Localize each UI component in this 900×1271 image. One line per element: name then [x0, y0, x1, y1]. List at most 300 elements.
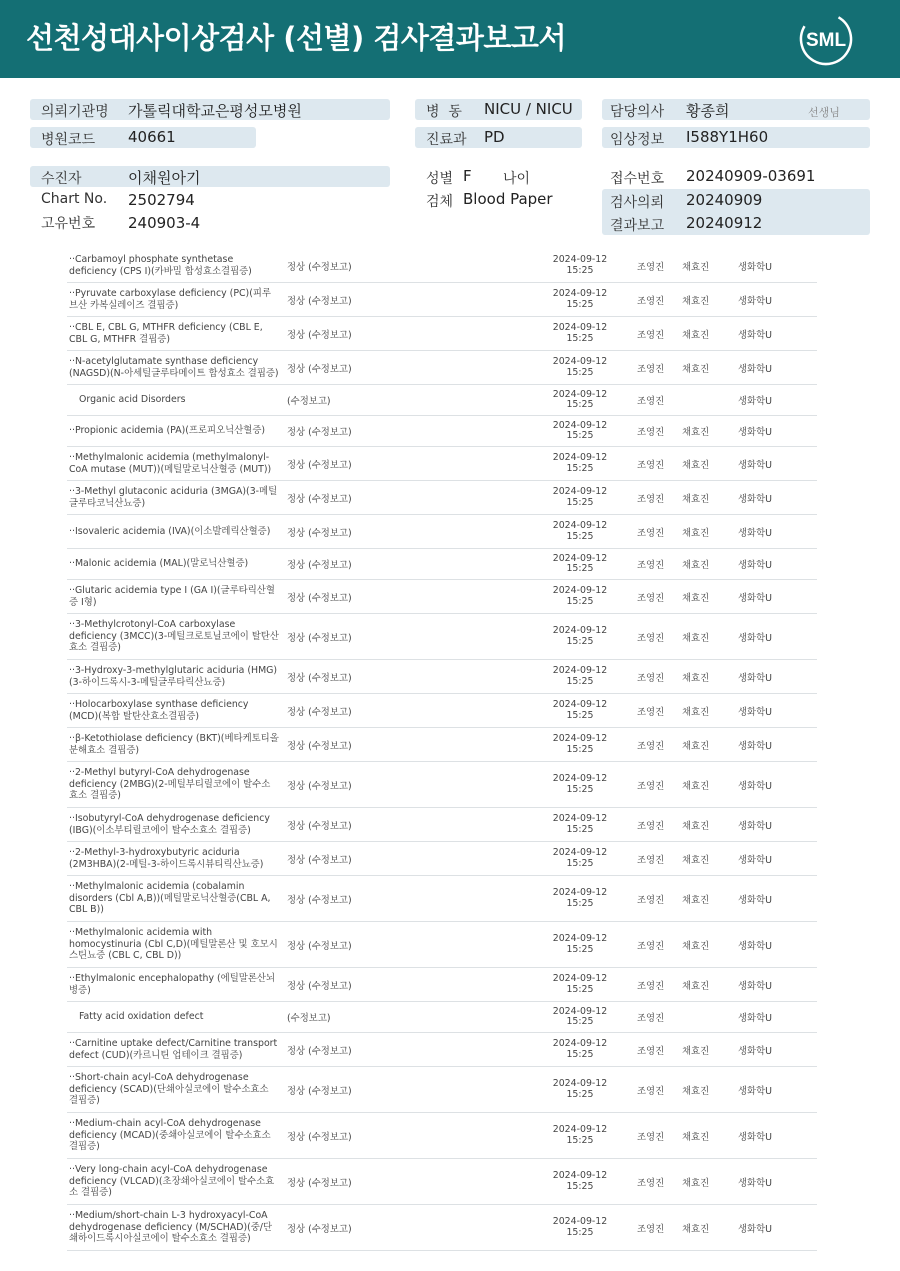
- verifier-name: [682, 694, 709, 727]
- test-result-text: 정상 (수정보고): [287, 1223, 352, 1235]
- test-name-text: ··Isobutyryl-CoA dehydrogenase deficiency (IBG)(이소부티릴코에이 탈수소효소 결핍증): [69, 813, 270, 836]
- reporter-name-text: 조영진: [637, 980, 665, 992]
- sex-value: F: [463, 167, 472, 185]
- result-row: [67, 808, 817, 842]
- result-time: 15:25: [566, 709, 594, 721]
- test-name: [69, 1067, 279, 1112]
- test-name-text: ··CBL E, CBL G, MTHFR deficiency (CBL E, CBL G, MTHFR 결핍증): [69, 322, 263, 345]
- result-date: 2024-09-12: [552, 847, 608, 858]
- test-name-text: ··Carbamoyl phosphate synthetase deficiency (CPS I)(카바밀 합성효소결핍증): [69, 254, 252, 277]
- result-date: 2024-09-12: [552, 486, 608, 497]
- result-row: [67, 283, 817, 317]
- verifier-name-text: 채효진: [682, 980, 710, 992]
- test-name-text: ··Ethylmalonic encephalopathy (에틸말론산뇌병증): [69, 973, 275, 996]
- result-row: [67, 660, 817, 694]
- result-time: 15:25: [566, 430, 594, 441]
- reporter-name: [637, 447, 664, 480]
- department-text: 생화학U: [738, 527, 773, 539]
- sml-logo: [797, 10, 855, 68]
- receipt-label: 접수번호: [610, 171, 665, 187]
- reporter-name: [637, 1002, 664, 1032]
- reporter-name: [637, 416, 664, 446]
- result-time: 15:25: [566, 897, 594, 909]
- result-datetime: [545, 1033, 615, 1066]
- test-name: [69, 249, 279, 282]
- test-name-text: ··3-Methyl glutaconic aciduria (3MGA)(3-메틸글루타코닉산뇨증): [69, 486, 278, 509]
- verifier-name: [682, 1033, 709, 1066]
- test-result: [287, 694, 352, 727]
- result-time: 15:25: [566, 857, 594, 869]
- department-text: 생화학U: [738, 980, 773, 992]
- result-row: [67, 728, 817, 762]
- result-row: [67, 481, 817, 515]
- test-name-text: ··Methylmalonic acidemia (methylmalonyl-CoA mutase (MUT))(메틸말로닉산혈증 (MUT)): [69, 452, 272, 475]
- department: [738, 842, 772, 875]
- reporter-name-text: 조영진: [637, 1223, 665, 1235]
- test-result-text: 정상 (수정보고): [287, 854, 352, 866]
- result-datetime: [545, 351, 615, 384]
- result-row: [67, 580, 817, 614]
- verifier-name-text: 채효진: [682, 560, 710, 571]
- result-row: [67, 1159, 817, 1205]
- verifier-name-text: 채효진: [682, 940, 710, 952]
- result-datetime: [545, 1067, 615, 1112]
- reporter-name: [637, 808, 664, 841]
- result-row: [67, 1205, 817, 1251]
- verifier-name-text: 채효진: [682, 854, 710, 866]
- report-header-bar: [0, 0, 900, 78]
- chart-value: 2502794: [128, 191, 195, 209]
- department-text: 생화학U: [738, 329, 773, 341]
- reporter-name-text: 조영진: [637, 592, 665, 604]
- test-result: [287, 481, 352, 514]
- result-date: 2024-09-12: [552, 520, 608, 531]
- test-result-text: (수정보고): [287, 1013, 331, 1024]
- test-result-text: 정상 (수정보고): [287, 780, 352, 792]
- test-name: [69, 447, 279, 480]
- test-name-text: ··Pyruvate carboxylase deficiency (PC)(피루브산 카복실레이즈 결핍증): [69, 288, 271, 311]
- department-text: 생화학U: [738, 820, 773, 832]
- result-row: [67, 515, 817, 549]
- result-datetime: [545, 385, 615, 415]
- age-label: 나이: [503, 171, 531, 187]
- department: [738, 580, 772, 613]
- test-result-text: 정상 (수정보고): [287, 632, 352, 644]
- verifier-name-text: 채효진: [682, 706, 710, 718]
- verifier-name: [682, 549, 709, 579]
- ward-value: NICU / NICU: [484, 100, 573, 118]
- doctor-label: 담당의사: [610, 104, 665, 120]
- verifier-name-text: 채효진: [682, 329, 710, 341]
- reporter-name: [637, 283, 664, 316]
- verifier-name-text: 채효진: [682, 1223, 710, 1235]
- reporter-name: [637, 1205, 664, 1250]
- request-value: 20240909: [686, 191, 763, 209]
- result-time: 15:25: [566, 264, 594, 276]
- test-name-text: ··Holocarboxylase synthase deficiency (MCD)(복합 탈탄산효소결핍증): [69, 699, 249, 722]
- test-result: [287, 1205, 352, 1250]
- result-date: 2024-09-12: [552, 625, 608, 636]
- result-datetime: [545, 249, 615, 282]
- test-result-text: 정상 (수정보고): [287, 980, 352, 992]
- verifier-name: [682, 481, 709, 514]
- result-time: 15:25: [566, 635, 594, 647]
- reporter-name-text: 조영진: [637, 672, 665, 684]
- department-text: 생화학U: [738, 1223, 773, 1235]
- verifier-name: [682, 447, 709, 480]
- test-name-text: ··Isovaleric acidemia (IVA)(이소발레릭산혈증): [69, 525, 271, 537]
- department: [738, 317, 772, 350]
- reporter-name-text: 조영진: [637, 820, 665, 832]
- department-text: 생화학U: [738, 493, 773, 505]
- test-name: [69, 283, 279, 316]
- test-result: [287, 1159, 352, 1204]
- department: [738, 416, 772, 446]
- test-result: [287, 447, 352, 480]
- report-value: 20240912: [686, 214, 763, 232]
- reporter-name: [637, 385, 664, 415]
- verifier-name: [682, 416, 709, 446]
- result-time: 15:25: [566, 298, 594, 310]
- result-datetime: [545, 580, 615, 613]
- reporter-name-text: 조영진: [637, 527, 665, 539]
- reporter-name-text: 조영진: [637, 1131, 665, 1143]
- reporter-name-text: 조영진: [637, 295, 665, 307]
- verifier-name-text: 채효진: [682, 459, 710, 471]
- department-text: 생화학U: [738, 1131, 773, 1143]
- result-time: 15:25: [566, 1088, 594, 1100]
- institution-label: 의뢰기관명: [41, 104, 109, 120]
- reporter-name: [637, 1113, 664, 1158]
- test-result-text: 정상 (수정보고): [287, 1045, 352, 1057]
- result-time: 15:25: [566, 1048, 594, 1060]
- results-table: [67, 249, 817, 1251]
- test-result: [287, 317, 352, 350]
- result-row: [67, 317, 817, 351]
- result-row: [67, 447, 817, 481]
- test-result: [287, 922, 352, 967]
- verifier-name-text: 채효진: [682, 894, 710, 906]
- test-result-text: 정상 (수정보고): [287, 363, 352, 375]
- verifier-name: [682, 660, 709, 693]
- test-name-text: ··Medium-chain acyl-CoA dehydrogenase deficiency (MCAD)(중쇄아실코에이 탈수소효소 결핍증): [69, 1118, 271, 1153]
- result-datetime: [545, 728, 615, 761]
- result-date: 2024-09-12: [552, 1005, 608, 1017]
- result-row: [67, 968, 817, 1002]
- verifier-name-text: 채효진: [682, 1177, 710, 1189]
- test-result: [287, 614, 352, 659]
- result-row: [67, 1067, 817, 1113]
- verifier-name-text: 채효진: [682, 632, 710, 644]
- result-time: 15:25: [566, 1016, 594, 1027]
- result-date: 2024-09-12: [552, 773, 608, 784]
- result-time: 15:25: [566, 563, 594, 574]
- department-text: 생화학U: [738, 427, 773, 438]
- test-name: [69, 1205, 279, 1250]
- result-datetime: [545, 694, 615, 727]
- test-name: [69, 351, 279, 384]
- department-text: 생화학U: [738, 396, 773, 407]
- test-result-text: 정상 (수정보고): [287, 940, 352, 952]
- test-result: [287, 351, 352, 384]
- department-text: 생화학U: [738, 261, 773, 273]
- test-result: [287, 283, 352, 316]
- result-row: [67, 694, 817, 728]
- department: [738, 283, 772, 316]
- test-name-text: ··Glutaric acidemia type I (GA I)(글루타릭산혈증 I형): [69, 585, 275, 608]
- test-result-text: 정상 (수정보고): [287, 740, 352, 752]
- result-time: 15:25: [566, 496, 594, 508]
- department-text: 생화학U: [738, 740, 773, 752]
- result-date: 2024-09-12: [552, 973, 608, 984]
- request-label: 검사의뢰: [610, 195, 665, 211]
- chart-label: Chart No.: [41, 191, 108, 207]
- test-result: [287, 842, 352, 875]
- result-datetime: [545, 317, 615, 350]
- test-name: [69, 614, 279, 659]
- specimen-label: 검체: [426, 194, 454, 210]
- test-name-text: ··Propionic acidemia (PA)(프로피오닉산혈증): [69, 425, 266, 437]
- result-datetime: [545, 1113, 615, 1158]
- test-name-text: ··β-Ketothiolase deficiency (BKT)(베타케토티올 분해효소 결핍증): [69, 733, 279, 756]
- reporter-name: [637, 876, 664, 921]
- receipt-value: 20240909-03691: [686, 167, 816, 185]
- verifier-name-text: 채효진: [682, 493, 710, 505]
- reporter-name-text: 조영진: [637, 940, 665, 952]
- test-name-text: ··2-Methyl-3-hydroxybutyric aciduria (2M3HBA)(2-메틸-3-하이드록시뷰티릭산뇨증): [69, 847, 264, 870]
- report-title: 선천성대사이상검사 (선별) 검사결과보고서: [26, 21, 566, 55]
- test-result-text: 정상 (수정보고): [287, 672, 352, 684]
- result-row: [67, 351, 817, 385]
- result-datetime: [545, 842, 615, 875]
- result-date: 2024-09-12: [552, 552, 608, 564]
- reporter-name-text: 조영진: [637, 459, 665, 471]
- result-time: 15:25: [566, 943, 594, 955]
- test-name: [69, 808, 279, 841]
- verifier-name: [682, 842, 709, 875]
- test-result-text: 정상 (수정보고): [287, 261, 352, 273]
- result-datetime: [545, 515, 615, 548]
- verifier-name-text: 채효진: [682, 295, 710, 307]
- verifier-name-text: 채효진: [682, 672, 710, 684]
- test-result: [287, 1067, 352, 1112]
- department-text: 생화학U: [738, 706, 773, 718]
- result-date: 2024-09-12: [552, 585, 608, 596]
- reporter-name: [637, 968, 664, 1001]
- test-name-text: ··Very long-chain acyl-CoA dehydrogenase deficiency (VLCAD)(초장쇄아실코에이 탈수소효소 결핍증): [69, 1164, 275, 1199]
- result-datetime: [545, 1159, 615, 1204]
- clinical-value: I588Y1H60: [686, 128, 769, 146]
- verifier-name-text: 채효진: [682, 1131, 710, 1143]
- test-name-text: ··3-Hydroxy-3-methylglutaric aciduria (HMG)(3-하이드록시-3-메틸글루타릭산뇨증): [69, 665, 278, 688]
- reporter-name: [637, 249, 664, 282]
- result-datetime: [545, 660, 615, 693]
- test-name-text: Organic acid Disorders: [79, 394, 186, 406]
- department-text: 생화학U: [738, 940, 773, 952]
- test-result-text: 정상 (수정보고): [287, 560, 352, 571]
- test-result-text: 정상 (수정보고): [287, 706, 352, 718]
- verifier-name: [682, 317, 709, 350]
- result-time: 15:25: [566, 983, 594, 995]
- result-date: 2024-09-12: [552, 733, 608, 744]
- result-time: 15:25: [566, 1226, 594, 1238]
- verifier-name: [682, 1159, 709, 1204]
- verifier-name: [682, 614, 709, 659]
- department: [738, 1113, 772, 1158]
- reporter-name: [637, 351, 664, 384]
- verifier-name: [682, 1113, 709, 1158]
- reporter-name-text: 조영진: [637, 1045, 665, 1057]
- result-date: 2024-09-12: [552, 1078, 608, 1089]
- result-datetime: [545, 549, 615, 579]
- test-name-text: ··Malonic acidemia (MAL)(말로닉산혈증): [69, 558, 249, 570]
- test-result: [287, 968, 352, 1001]
- verifier-name-text: 채효진: [682, 592, 710, 604]
- test-name: [69, 1159, 279, 1204]
- result-date: 2024-09-12: [552, 388, 608, 400]
- department-text: 생화학U: [738, 632, 773, 644]
- result-datetime: [545, 808, 615, 841]
- verifier-name-text: 채효진: [682, 1085, 710, 1097]
- department: [738, 614, 772, 659]
- test-name-text: ··2-Methyl butyryl-CoA dehydrogenase deficiency (2MBG)(2-메틸부티릴코에이 탈수소효소 결핍증): [69, 767, 271, 802]
- result-date: 2024-09-12: [552, 933, 608, 944]
- institution-value: 가톨릭대학교은평성모병원: [128, 102, 302, 120]
- verifier-name: [682, 876, 709, 921]
- department-text: 생화학U: [738, 1177, 773, 1189]
- reporter-name: [637, 580, 664, 613]
- result-datetime: [545, 762, 615, 807]
- test-name: [69, 922, 279, 967]
- result-time: 15:25: [566, 530, 594, 542]
- patient-box: [30, 166, 390, 187]
- test-result: [287, 549, 352, 579]
- test-name-text: ··Medium/short-chain L-3 hydroxyacyl-CoA dehydrogenase deficiency (M/SCHAD)(중/단쇄하이드록시아실코에이 탈수소효소 결핍증): [69, 1210, 273, 1245]
- verifier-name-text: 채효진: [682, 427, 710, 438]
- result-date: 2024-09-12: [552, 419, 608, 431]
- test-name: [69, 1113, 279, 1158]
- verifier-name-text: 채효진: [682, 363, 710, 375]
- test-result-text: 정상 (수정보고): [287, 527, 352, 539]
- reporter-name-text: 조영진: [637, 632, 665, 644]
- test-name: [69, 549, 279, 579]
- result-row: [67, 416, 817, 447]
- result-time: 15:25: [566, 366, 594, 378]
- reporter-name-text: 조영진: [637, 1013, 665, 1024]
- result-date: 2024-09-12: [552, 699, 608, 710]
- verifier-name: [682, 515, 709, 548]
- test-name-text: ··Methylmalonic acidemia (cobalamin disorders (Cbl A,B))(메틸말로닉산혈증(CBL A, CBL B)): [69, 881, 271, 916]
- department-text: 생화학U: [738, 854, 773, 866]
- department: [738, 1033, 772, 1066]
- reporter-name: [637, 1067, 664, 1112]
- test-result: [287, 660, 352, 693]
- reporter-name: [637, 614, 664, 659]
- test-result-text: 정상 (수정보고): [287, 329, 352, 341]
- department-text: 생화학U: [738, 780, 773, 792]
- department: [738, 922, 772, 967]
- clinical-label: 임상정보: [610, 132, 665, 148]
- reporter-name: [637, 660, 664, 693]
- result-time: 15:25: [566, 1134, 594, 1146]
- unique-value: 240903-4: [128, 214, 201, 232]
- reporter-name-text: 조영진: [637, 1085, 665, 1097]
- test-result-text: 정상 (수정보고): [287, 592, 352, 604]
- department-text: 생화학U: [738, 894, 773, 906]
- result-date: 2024-09-12: [552, 356, 608, 367]
- test-name: [69, 694, 279, 727]
- result-row: [67, 1002, 817, 1033]
- dept-value: PD: [484, 128, 505, 146]
- patient-value: 이채원아기: [128, 169, 201, 187]
- verifier-name: [682, 808, 709, 841]
- result-date: 2024-09-12: [552, 1216, 608, 1227]
- test-name-text: ··Carnitine uptake defect/Carnitine transport defect (CUD)(카르니틴 업테이크 결핍증): [69, 1038, 278, 1061]
- test-result: [287, 876, 352, 921]
- test-result-text: 정상 (수정보고): [287, 493, 352, 505]
- test-result-text: 정상 (수정보고): [287, 459, 352, 471]
- department: [738, 481, 772, 514]
- result-time: 15:25: [566, 783, 594, 795]
- department: [738, 660, 772, 693]
- test-result-text: (수정보고): [287, 396, 331, 407]
- test-name: [69, 515, 279, 548]
- test-name: [69, 728, 279, 761]
- test-result: [287, 1113, 352, 1158]
- test-result: [287, 1033, 352, 1066]
- test-result: [287, 1002, 331, 1032]
- reporter-name-text: 조영진: [637, 261, 665, 273]
- test-result: [287, 416, 352, 446]
- result-datetime: [545, 447, 615, 480]
- specimen-value: Blood Paper: [463, 190, 553, 208]
- reporter-name-text: 조영진: [637, 427, 665, 438]
- reporter-name: [637, 842, 664, 875]
- department: [738, 249, 772, 282]
- report-label: 결과보고: [610, 218, 665, 234]
- reporter-name: [637, 1159, 664, 1204]
- sex-label: 성별: [426, 171, 454, 187]
- department-text: 생화학U: [738, 672, 773, 684]
- result-row: [67, 385, 817, 416]
- department-text: 생화학U: [738, 363, 773, 375]
- result-datetime: [545, 922, 615, 967]
- department: [738, 728, 772, 761]
- result-time: 15:25: [566, 399, 594, 410]
- test-name-text: ··Short-chain acyl-CoA dehydrogenase deficiency (SCAD)(단쇄아실코에이 탈수소효소 결핍증): [69, 1072, 269, 1107]
- department-text: 생화학U: [738, 560, 773, 571]
- verifier-name: [682, 1067, 709, 1112]
- unique-label: 고유번호: [41, 216, 96, 232]
- dept-label: 진료과: [426, 132, 467, 148]
- reporter-name: [637, 762, 664, 807]
- department: [738, 762, 772, 807]
- reporter-name-text: 조영진: [637, 363, 665, 375]
- reporter-name-text: 조영진: [637, 854, 665, 866]
- reporter-name: [637, 728, 664, 761]
- test-result: [287, 249, 352, 282]
- result-datetime: [545, 1002, 615, 1032]
- reporter-name-text: 조영진: [637, 706, 665, 718]
- reporter-name-text: 조영진: [637, 493, 665, 505]
- result-row: [67, 614, 817, 660]
- test-result-text: 정상 (수정보고): [287, 427, 352, 438]
- department: [738, 549, 772, 579]
- verifier-name: [682, 922, 709, 967]
- department: [738, 876, 772, 921]
- test-name: [69, 842, 279, 875]
- verifier-name-text: 채효진: [682, 527, 710, 539]
